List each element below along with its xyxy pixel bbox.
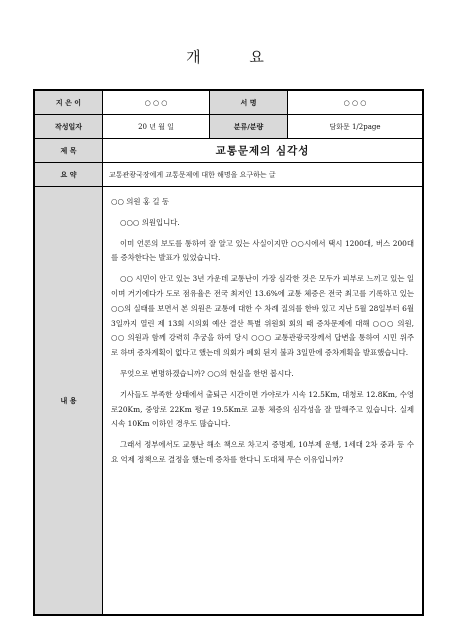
date-row bbox=[35, 115, 422, 139]
document-title: 교통문제의 심각성 bbox=[215, 145, 310, 157]
document-form bbox=[33, 89, 424, 616]
date-label: 작성일자 bbox=[35, 115, 103, 138]
author-value: ○ ○ ○ bbox=[103, 91, 210, 114]
title-label: 제 목 bbox=[35, 139, 103, 162]
author-row bbox=[35, 91, 422, 115]
content-paragraph: 무엇으로 변명하겠습니까? ○○의 현실을 한번 봅시다. bbox=[120, 368, 294, 378]
author-label: 지 은 이 bbox=[35, 91, 103, 114]
summary-row bbox=[35, 163, 422, 187]
content-body bbox=[103, 187, 422, 614]
content-paragraph: ○○ 의원 홍 길 동 bbox=[111, 197, 169, 206]
content-paragraph: 그래서 정부에서도 교통난 해소 책으로 차고지 증명제, 10부제 운행, 1세대 2차 중과 등 수요 억제 정책으로 결정을 했는데 증차를 한다니 도대체 무슨 이유입니까? bbox=[111, 440, 414, 464]
summary-text: 교통관광국장에게 교통문제에 대한 해명을 요구하는 글 bbox=[109, 170, 276, 179]
category-value: 담화문 1/2page bbox=[329, 122, 381, 131]
content-paragraph: 이미 언론의 보도를 통하여 잘 알고 있는 사실이지만 ○○시에서 택시 1200대, 버스 200대를 증차한다는 발표가 있었습니다. bbox=[111, 238, 414, 263]
content-paragraph: ○○○ 의원입니다. bbox=[120, 217, 180, 227]
title-row bbox=[35, 139, 422, 163]
content-paragraph: 기사들도 부족한 상태에서 출퇴근 시간이면 가야로가 시속 12.5Km, 대청로 12.8Km, 수영로20Km, 중앙로 22Km 평균 19.5Km로 교통 체증의 심각성을 잘 말해주고 있습니다. 실제 시속 10Km 이하인 경우도 많습니다. bbox=[111, 389, 414, 429]
content-row bbox=[35, 187, 422, 614]
speaker-label: 서 명 bbox=[210, 91, 288, 114]
content-paragraph: ○○ 시민이 안고 있는 3년 가운데 교통난이 가장 심각한 것은 모두가 피부로 느끼고 있는 일이며 거기에다가 도로 점유율은 전국 최저인 13.6%에 교통 체증은 전국 최고를 기록하고 있는 ○○의 실태를 보면서 본 의원은 교통에 대한 수 차례 질의를 한바 있고 지난 5월 28일부터 6월 3일까지 열린 제 13회 시의회 예산 결산 특별 위원회 회의 때 증차문제에 대해 ○○○ 의원, ○○ 의원과 함께 강력히 추궁을 하여 당시 ○○○ 교통관광국장께서 답변을 통하여 시민 위주로 하며 증차계획이 없다고 했는데 의회가 폐회 된지 불과 3일만에 증차계획을 발표했습니다. bbox=[111, 274, 414, 358]
speaker-value: ○ ○ ○ bbox=[343, 98, 367, 107]
category-label: 분류/분량 bbox=[210, 115, 288, 138]
summary-label: 요 약 bbox=[35, 163, 103, 186]
date-value: 20 년 월 일 bbox=[103, 115, 210, 138]
page-title: 개 요 bbox=[186, 48, 286, 66]
content-label: 내 용 bbox=[35, 187, 103, 614]
